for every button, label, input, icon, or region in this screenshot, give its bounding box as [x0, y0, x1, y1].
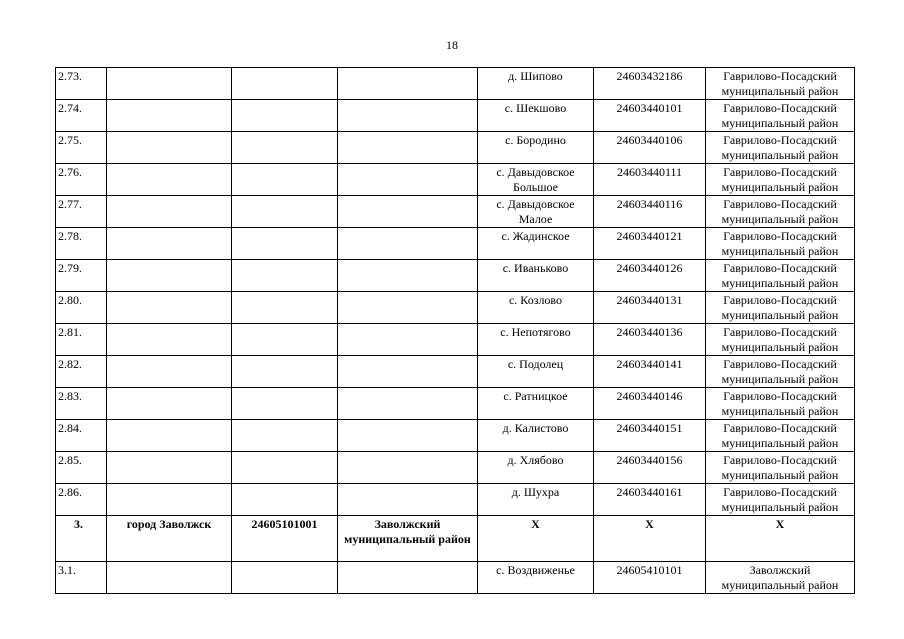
locality-cell: с. Иваньково — [478, 260, 594, 292]
district-cell: Гаврилово-Посадский муниципальный район — [706, 100, 855, 132]
locality-cell: с. Непотягово — [478, 324, 594, 356]
municipality-cell — [338, 420, 478, 452]
municipality-cell — [338, 452, 478, 484]
oktmo-code-cell: 24603440111 — [594, 164, 706, 196]
table-row — [56, 420, 855, 452]
district-cell: Гаврилово-Посадский муниципальный район — [706, 324, 855, 356]
locality-cell: д. Шипово — [478, 68, 594, 100]
settlement-code-cell — [232, 452, 338, 484]
oktmo-code-cell: 24603440106 — [594, 132, 706, 164]
municipality-cell — [338, 164, 478, 196]
settlement-name-cell — [107, 356, 232, 388]
row-number-cell: 2.86. — [56, 484, 107, 516]
oktmo-code-cell: 24603440121 — [594, 228, 706, 260]
oktmo-code-cell: 24605410101 — [594, 562, 706, 594]
row-number-cell: 2.82. — [56, 356, 107, 388]
municipality-cell — [338, 260, 478, 292]
settlement-code-cell — [232, 132, 338, 164]
table-row — [56, 196, 855, 228]
district-cell: Гаврилово-Посадский муниципальный район — [706, 260, 855, 292]
settlement-name-cell — [107, 324, 232, 356]
oktmo-code-cell: 24603440131 — [594, 292, 706, 324]
row-number-cell: 2.85. — [56, 452, 107, 484]
locality-cell: с. Давыдовское Малое — [478, 196, 594, 228]
locality-cell: д. Хлябово — [478, 452, 594, 484]
settlement-name-cell — [107, 452, 232, 484]
settlement-code-cell — [232, 484, 338, 516]
table-row — [56, 164, 855, 196]
settlement-code-cell — [232, 420, 338, 452]
municipality-cell — [338, 324, 478, 356]
oktmo-code-cell: 24603432186 — [594, 68, 706, 100]
settlement-name-cell — [107, 100, 232, 132]
district-cell: Гаврилово-Посадский муниципальный район — [706, 68, 855, 100]
oktmo-code-cell: 24603440141 — [594, 356, 706, 388]
table-row — [56, 388, 855, 420]
locality-cell: д. Калистово — [478, 420, 594, 452]
settlement-code-cell: 24605101001 — [232, 516, 338, 562]
row-number-cell: 2.79. — [56, 260, 107, 292]
locality-cell: с. Подолец — [478, 356, 594, 388]
settlement-name-cell — [107, 68, 232, 100]
row-number-cell: 3. — [56, 516, 107, 562]
table-row — [56, 132, 855, 164]
settlement-code-cell — [232, 100, 338, 132]
settlement-code-cell — [232, 164, 338, 196]
settlement-code-cell — [232, 324, 338, 356]
settlement-code-cell — [232, 68, 338, 100]
locality-cell: Х — [478, 516, 594, 562]
table-row — [56, 562, 855, 594]
district-cell: Гаврилово-Посадский муниципальный район — [706, 196, 855, 228]
table-row — [56, 324, 855, 356]
district-cell: Заволжский муниципальный район — [706, 562, 855, 594]
table-row — [56, 452, 855, 484]
row-number-cell: 2.81. — [56, 324, 107, 356]
district-cell: Гаврилово-Посадский муниципальный район — [706, 356, 855, 388]
oktmo-code-cell: 24603440151 — [594, 420, 706, 452]
settlement-code-cell — [232, 292, 338, 324]
district-cell: Гаврилово-Посадский муниципальный район — [706, 484, 855, 516]
municipality-cell — [338, 356, 478, 388]
municipality-cell — [338, 484, 478, 516]
municipality-cell — [338, 196, 478, 228]
table-row — [56, 516, 855, 562]
row-number-cell: 2.77. — [56, 196, 107, 228]
row-number-cell: 2.78. — [56, 228, 107, 260]
district-cell: Гаврилово-Посадский муниципальный район — [706, 452, 855, 484]
table-row — [56, 100, 855, 132]
district-cell: Гаврилово-Посадский муниципальный район — [706, 388, 855, 420]
settlement-name-cell — [107, 132, 232, 164]
settlement-name-cell — [107, 228, 232, 260]
oktmo-code-cell: 24603440116 — [594, 196, 706, 228]
row-number-cell: 2.80. — [56, 292, 107, 324]
district-cell: Гаврилово-Посадский муниципальный район — [706, 420, 855, 452]
settlement-code-cell — [232, 388, 338, 420]
locality-cell: с. Воздвиженье — [478, 562, 594, 594]
settlement-name-cell — [107, 196, 232, 228]
table-row — [56, 484, 855, 516]
settlement-code-cell — [232, 260, 338, 292]
municipality-cell — [338, 292, 478, 324]
settlement-code-cell — [232, 562, 338, 594]
oktmo-code-cell: Х — [594, 516, 706, 562]
municipality-cell — [338, 68, 478, 100]
locality-cell: с. Жадинское — [478, 228, 594, 260]
table-row — [56, 260, 855, 292]
row-number-cell: 2.83. — [56, 388, 107, 420]
settlement-code-cell — [232, 228, 338, 260]
table-row — [56, 292, 855, 324]
locality-cell: д. Шухра — [478, 484, 594, 516]
table-row — [56, 68, 855, 100]
settlement-name-cell — [107, 420, 232, 452]
locality-cell: с. Шекшово — [478, 100, 594, 132]
settlements-table — [55, 67, 855, 594]
municipality-cell — [338, 388, 478, 420]
municipality-cell — [338, 562, 478, 594]
settlement-name-cell — [107, 164, 232, 196]
locality-cell: с. Козлово — [478, 292, 594, 324]
oktmo-code-cell: 24603440126 — [594, 260, 706, 292]
settlement-name-cell — [107, 260, 232, 292]
municipality-cell: Заволжский муниципальный район — [338, 516, 478, 562]
row-number-cell: 2.74. — [56, 100, 107, 132]
municipality-cell — [338, 228, 478, 260]
municipality-cell — [338, 132, 478, 164]
table-row — [56, 356, 855, 388]
oktmo-code-cell: 24603440161 — [594, 484, 706, 516]
row-number-cell: 2.84. — [56, 420, 107, 452]
page-number: 18 — [446, 38, 458, 52]
district-cell: Гаврилово-Посадский муниципальный район — [706, 228, 855, 260]
district-cell: Гаврилово-Посадский муниципальный район — [706, 292, 855, 324]
settlement-name-cell — [107, 484, 232, 516]
settlement-name-cell: город Заволжск — [107, 516, 232, 562]
table-row — [56, 228, 855, 260]
oktmo-code-cell: 24603440136 — [594, 324, 706, 356]
oktmo-code-cell: 24603440156 — [594, 452, 706, 484]
locality-cell: с. Ратницкое — [478, 388, 594, 420]
locality-cell: с. Давыдовское Большое — [478, 164, 594, 196]
district-cell: Х — [706, 516, 855, 562]
row-number-cell: 2.75. — [56, 132, 107, 164]
settlement-name-cell — [107, 292, 232, 324]
oktmo-code-cell: 24603440101 — [594, 100, 706, 132]
row-number-cell: 2.73. — [56, 68, 107, 100]
row-number-cell: 3.1. — [56, 562, 107, 594]
settlement-name-cell — [107, 388, 232, 420]
row-number-cell: 2.76. — [56, 164, 107, 196]
settlement-code-cell — [232, 356, 338, 388]
oktmo-code-cell: 24603440146 — [594, 388, 706, 420]
settlement-name-cell — [107, 562, 232, 594]
locality-cell: с. Бородино — [478, 132, 594, 164]
district-cell: Гаврилово-Посадский муниципальный район — [706, 132, 855, 164]
district-cell: Гаврилово-Посадский муниципальный район — [706, 164, 855, 196]
municipality-cell — [338, 100, 478, 132]
settlement-code-cell — [232, 196, 338, 228]
